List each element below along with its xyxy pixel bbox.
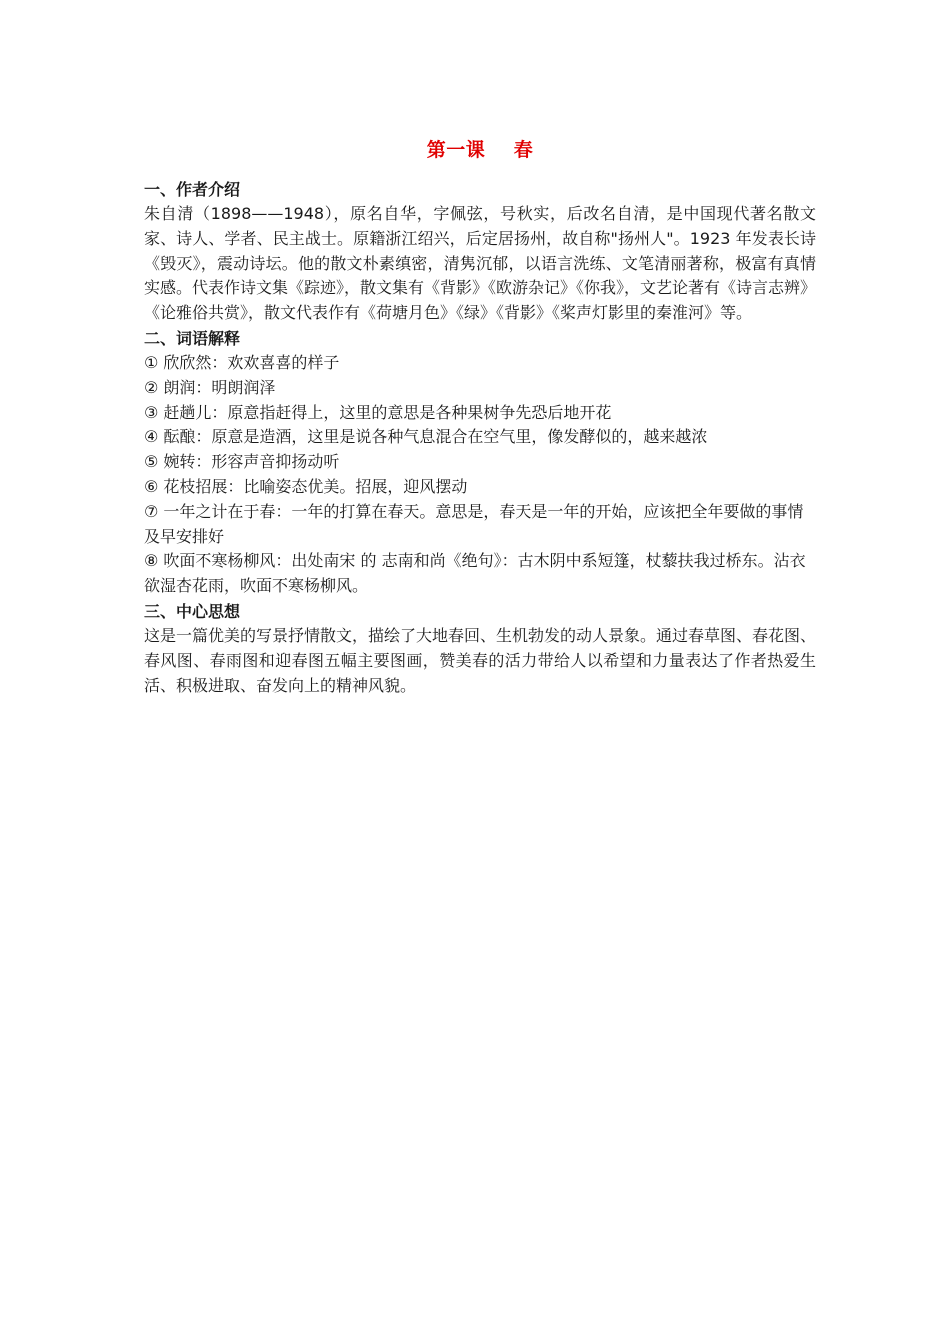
vocab-item: ② 朗润：明朗润泽 xyxy=(144,377,276,397)
section-heading-vocabulary: 二、词语解释 xyxy=(144,328,241,348)
section-heading-author: 一、作者介绍 xyxy=(144,180,241,199)
vocab-item: ③ 赶趟儿：原意指赶得上，这里的意思是各种果树争先恐后地开花 xyxy=(144,402,612,422)
section-heading-theme: 三、中心思想 xyxy=(144,601,241,621)
vocab-item: ① 欣欣然：欢欢喜喜的样子 xyxy=(144,352,340,372)
document-content xyxy=(144,136,816,698)
vocab-item: ⑧ 吹面不寒杨柳风：出处南宋 的 志南和尚《绝句》：古木阴中系短篷，杖藜扶我过桥东。沾衣欲湿杏花雨，吹面不寒杨柳风。 xyxy=(144,551,806,596)
page-title: 第一课 春 xyxy=(426,139,534,161)
theme-paragraph: 这是一篇优美的写景抒情散文，描绘了大地春回、生机勃发的动人景象。通过春草图、春花图、春风图、春雨图和迎春图五幅主要图画，赞美春的活力带给人以希望和力量表达了作者热爱生活、积极进取、奋发向上的精神风貌。 xyxy=(144,625,817,695)
vocab-item: ④ 酝酿：原意是造酒，这里是说各种气息混合在空气里，像发酵似的，越来越浓 xyxy=(144,427,708,447)
vocab-item: ⑤ 婉转：形容声音抑扬动听 xyxy=(144,452,340,472)
author-intro-paragraph: 朱自清（1898——1948），原名自华，字佩弦，号秋实，后改名自清，是中国现代著名散文家、诗人、学者、民主战士。原籍浙江绍兴，后定居扬州，故自称"扬州人"。1923 年发表长诗《毁灭》，震动诗坛。他的散文朴素缜密，清隽沉郁，以语言洗练、文笔清丽著称，极富有真情实感。代表作诗文集《踪迹》，散文集有《背影》《欧游杂记》《你我》，文艺论著有《诗言志辨》《论雅俗共赏》，散文代表作有《荷塘月色》《绿》《背影》《桨声灯影里的秦淮河》等。 xyxy=(144,204,817,323)
vocab-item: ⑦ 一年之计在于春：一年的打算在春天。意思是，春天是一年的开始，应该把全年要做的事情及早安排好 xyxy=(144,501,804,546)
vocab-item: ⑥ 花枝招展：比喻姿态优美。招展，迎风摆动 xyxy=(144,476,468,496)
